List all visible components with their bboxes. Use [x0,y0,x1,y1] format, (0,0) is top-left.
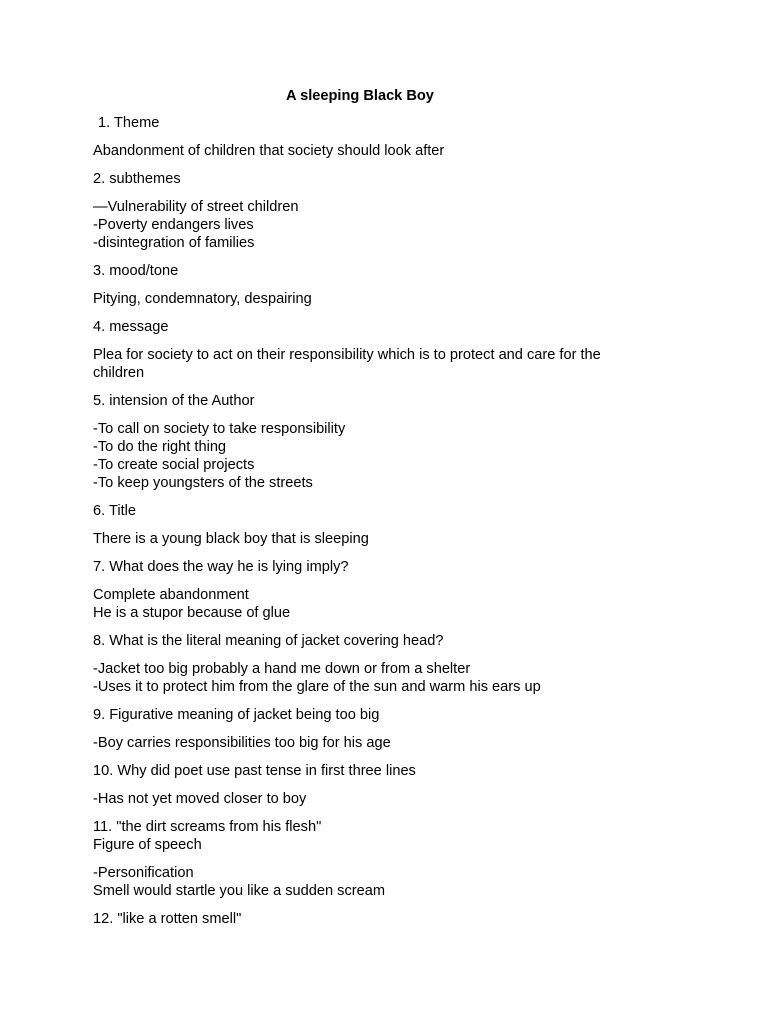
heading-text: 2. subthemes [93,171,181,187]
answer-block [93,790,693,808]
question-heading [93,762,693,780]
answer-block [93,586,693,622]
answer-block [93,198,693,252]
heading-text: 3. mood/tone [93,263,179,279]
answer-line: Plea for society to act on their responsibility which is to protect and care for the [93,347,601,363]
question-heading [93,632,693,650]
answer-line: -disintegration of families [93,235,255,251]
heading-text: 5. intension of the Author [93,393,255,409]
answer-line: -Personification [93,865,194,881]
answer-line: He is a stupor because of glue [93,605,291,621]
answer-line: -Uses it to protect him from the glare of the sun and warm his ears up [93,679,541,695]
answer-line: Pitying, condemnatory, despairing [93,291,312,307]
heading-text: 1. Theme [98,115,160,131]
answer-line: 11. "the dirt screams from his flesh" [93,819,322,835]
heading-text: 8. What is the literal meaning of jacket covering head? [93,633,444,649]
question-heading [93,170,693,188]
answer-line: Figure of speech [93,837,202,853]
answer-line: Smell would startle you like a sudden scream [93,883,386,899]
heading-text: 6. Title [93,503,136,519]
question-heading [93,114,693,132]
answer-line: -To call on society to take responsibility [93,421,346,437]
answer-block [93,530,693,548]
answer-block [93,864,693,900]
answer-block [93,420,693,492]
answer-line: -Jacket too big probably a hand me down or from a shelter [93,661,471,677]
answer-line: Complete abandonment [93,587,249,603]
answer-block [93,142,693,160]
answer-block [93,818,693,854]
heading-text: 10. Why did poet use past tense in first three lines [93,763,416,779]
document-title: A sleeping Black Boy [286,88,434,104]
answer-line: —Vulnerability of street children [93,199,299,215]
answer-line: -Has not yet moved closer to boy [93,791,307,807]
heading-text: 7. What does the way he is lying imply? [93,559,349,575]
answer-block [93,734,693,752]
answer-block [93,346,693,382]
answer-block [93,290,693,308]
question-heading [93,706,693,724]
answer-line: -Boy carries responsibilities too big for his age [93,735,391,751]
question-heading [93,502,693,520]
heading-text: 12. "like a rotten smell" [93,911,242,927]
question-heading [93,392,693,410]
answer-line: -To create social projects [93,457,255,473]
document-body [93,114,693,938]
answer-line: -To do the right thing [93,439,227,455]
answer-line: Abandonment of children that society should look after [93,143,445,159]
answer-line: -To keep youngsters of the streets [93,475,313,491]
answer-line: -Poverty endangers lives [93,217,254,233]
answer-line: children [93,365,145,381]
question-heading [93,910,693,928]
question-heading [93,558,693,576]
heading-text: 4. message [93,319,169,335]
heading-text: 9. Figurative meaning of jacket being too big [93,707,380,723]
answer-line: There is a young black boy that is sleeping [93,531,369,547]
question-heading [93,262,693,280]
answer-block [93,660,693,696]
question-heading [93,318,693,336]
